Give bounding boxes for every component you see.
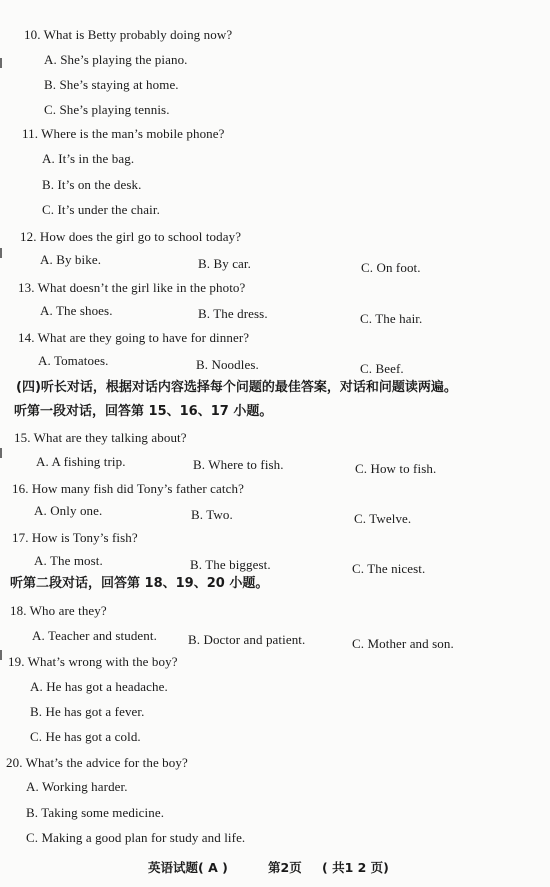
footer-total-pages: ( 共1 2 页) [322,860,389,875]
answer-option: C. Mother and son. [352,636,454,651]
answer-option: C. Twelve. [354,511,412,526]
answer-option: C. On foot. [361,260,421,275]
answer-option: A. The most. [34,553,103,568]
answer-option: C. The nicest. [352,561,426,576]
answer-option: B. Doctor and patient. [188,632,306,647]
question-stem: 17. How is Tony’s fish? [12,530,138,545]
answer-option: A. She’s playing the piano. [44,52,188,67]
dialog-instruction: 听第一段对话，回答第 15、16、17 小题。 [14,404,273,419]
question-stem: 14. What are they going to have for dinner? [18,330,250,345]
question-stem: 18. Who are they? [10,603,107,618]
answer-option: C. Beef. [360,361,404,376]
answer-option: B. Taking some medicine. [26,805,165,820]
answer-option: B. Noodles. [196,357,259,372]
answer-option: C. How to fish. [355,461,437,476]
question-stem: 11. Where is the man’s mobile phone? [22,126,225,141]
answer-option: A. It’s in the bag. [42,151,135,166]
answer-option: C. It’s under the chair. [42,202,160,217]
answer-option: A. Tomatoes. [38,353,109,368]
dialog-instruction: 听第二段对话，回答第 18、19、20 小题。 [10,576,269,591]
question-stem: 16. How many fish did Tony’s father catch? [12,481,244,496]
answer-option: A. A fishing trip. [36,454,126,469]
scan-edge-mark [0,448,2,458]
answer-option: A. Working harder. [26,779,128,794]
answer-option: C. The hair. [360,311,423,326]
answer-option: C. She’s playing tennis. [44,102,170,117]
answer-option: B. She’s staying at home. [44,77,179,92]
section-heading: (四)听长对话，根据对话内容选择每个问题的最佳答案，对话和问题读两遍。 [16,380,457,395]
answer-option: B. Where to fish. [193,457,284,472]
answer-option: B. The dress. [198,306,268,321]
question-stem: 20. What’s the advice for the boy? [6,755,188,770]
question-stem: 10. What is Betty probably doing now? [24,27,233,42]
footer-subject: 英语试题( A ) [148,860,228,875]
scan-edge-mark [0,58,2,68]
question-stem: 15. What are they talking about? [14,430,187,445]
answer-option: B. He has got a fever. [30,704,145,719]
answer-option: C. He has got a cold. [30,729,141,744]
answer-option: B. The biggest. [190,557,271,572]
answer-option: B. By car. [198,256,251,271]
answer-option: B. Two. [191,507,233,522]
question-stem: 13. What doesn’t the girl like in the photo? [18,280,246,295]
scan-edge-mark [0,650,2,660]
question-stem: 12. How does the girl go to school today? [20,229,242,244]
answer-option: A. Only one. [34,503,103,518]
answer-option: A. He has got a headache. [30,679,168,694]
question-stem: 19. What’s wrong with the boy? [8,654,178,669]
answer-option: B. It’s on the desk. [42,177,142,192]
footer-page-number: 第2页 [268,860,302,875]
answer-option: A. The shoes. [40,303,113,318]
answer-option: A. Teacher and student. [32,628,157,643]
answer-option: A. By bike. [40,252,102,267]
answer-option: C. Making a good plan for study and life. [26,830,246,845]
scan-edge-mark [0,248,2,258]
